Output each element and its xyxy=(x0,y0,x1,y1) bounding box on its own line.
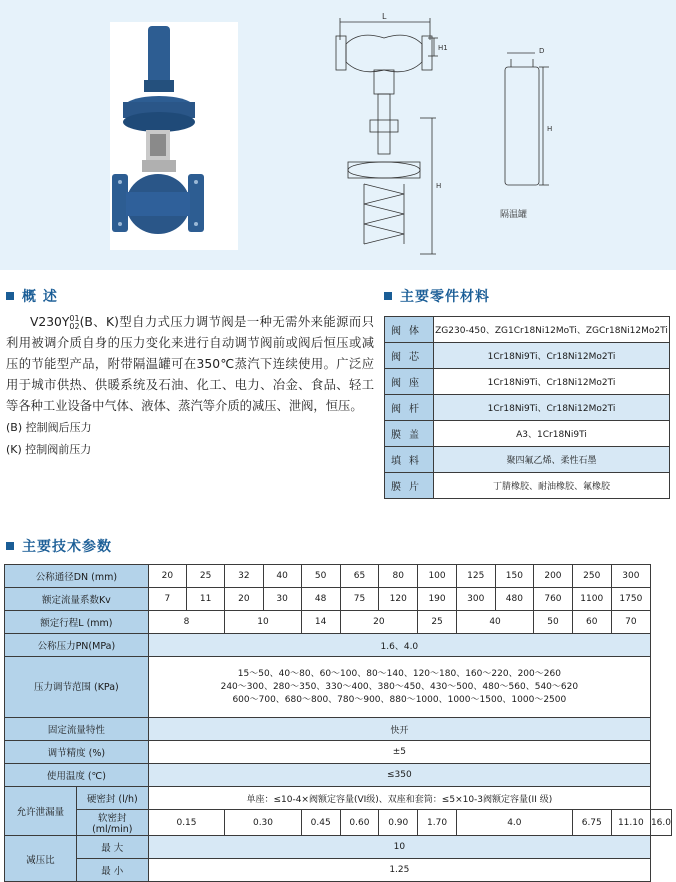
table-row: 额定行程L (mm) 8 10 14 20 25 40 50 60 70 xyxy=(5,611,672,634)
valve-photo xyxy=(110,22,238,250)
tech-params-table xyxy=(4,564,672,882)
table-row: 公称压力PN(MPa) 1.6、4.0 xyxy=(5,634,672,657)
table-row: 阀体 ZG230-450、ZG1Cr18Ni12MoTi、ZGCr18Ni12Mo2Ti xyxy=(385,317,670,343)
table-row: 阀座 1Cr18Ni9Ti、Cr18Ni12Mo2Ti xyxy=(385,369,670,395)
table-row: 填料 聚四氟乙烯、柔性石墨 xyxy=(385,447,670,473)
table-row: 额定流量系数Kv 7 11 20 30 48 75 120 190 300 480 760 1100 1750 xyxy=(5,588,672,611)
table-row: 软密封 (ml/min) 0.15 0.30 0.45 0.60 0.90 1.70 4.0 6.75 11.10 16.0 xyxy=(5,810,672,836)
tech-heading: 主要技术参数 xyxy=(6,536,112,556)
table-row: 使用温度 (℃) ≤350 xyxy=(5,764,672,787)
overview-line-k: (K) 控制阀前压力 xyxy=(6,443,92,456)
overview-section xyxy=(6,312,374,461)
table-row: 减压比 最 大 10 xyxy=(5,836,672,859)
table-row: 膜片 丁腈橡胶、耐油橡胶、氟橡胶 xyxy=(385,473,670,499)
table-row: 最 小 1.25 xyxy=(5,859,672,882)
overview-paragraph: V230Y 01 02 (B、K)型自力式压力调节阀是一种无需外来能源而只利用被调介质自身的压力变化来进行自动调节阀前或阀后恒压或减压的节能型产品，附带隔温罐可在350℃蒸汽下连续使用。广泛应用于城市供热、供暖系统及石油、化工、电力、冶金、食品、轻工等各种工业设备中气体、液体、蒸汽等介质的减压、泄阀，恒压。 xyxy=(6,313,374,413)
table-row: 允许泄漏量 硬密封 (l/h) 单座：≤10-4×阀额定容量(VI级)、双座和套筒：≤5×10-3阀额定容量(II 级) xyxy=(5,787,672,810)
svg-text:H: H xyxy=(436,182,442,190)
table-row: 阀芯 1Cr18Ni9Ti、Cr18Ni12Mo2Ti xyxy=(385,343,670,369)
table-row: 压力调节范围 (KPa) 15～50、40～80、60～100、80～140、120～180、160～220、200～260 240～300、280～350、330～400、380～450、430～500、480～560、540～620 600～700、680～800、780～900、880～1000、1000～1500、1000～2500 xyxy=(5,657,672,718)
materials-heading: 主要零件材料 xyxy=(384,286,490,306)
tank-caption: 隔温罐 xyxy=(500,210,528,220)
table-row: 调节精度 (%) ±5 xyxy=(5,741,672,764)
table-row: 阀杆 1Cr18Ni9Ti、Cr18Ni12Mo2Ti xyxy=(385,395,670,421)
materials-table xyxy=(384,316,670,499)
svg-text:D: D xyxy=(539,47,545,55)
svg-text:L: L xyxy=(382,12,387,21)
overview-line-b: (B) 控制阀后压力 xyxy=(6,421,92,434)
pressure-range-cell: 15～50、40～80、60～100、80～140、120～180、160～220、200～260 240～300、280～350、330～400、380～450、430～500、480～560、540～620 600～700、680～800、780～900、880～1000、1000～1500、1000～2500 xyxy=(148,657,650,718)
table-row: 固定流量特性 快开 xyxy=(5,718,672,741)
table-row: 膜盖 A3、1Cr18Ni9Ti xyxy=(385,421,670,447)
square-bullet-icon xyxy=(384,292,392,300)
svg-text:H: H xyxy=(547,125,553,133)
table-row: 公称通径DN (mm) 20 25 32 40 50 65 80 100 125 150 200 250 300 xyxy=(5,565,672,588)
svg-text:H1: H1 xyxy=(438,44,448,52)
overview-heading: 概 述 xyxy=(6,286,58,306)
square-bullet-icon xyxy=(6,542,14,550)
square-bullet-icon xyxy=(6,292,14,300)
tank-dimension-drawing xyxy=(495,45,575,225)
